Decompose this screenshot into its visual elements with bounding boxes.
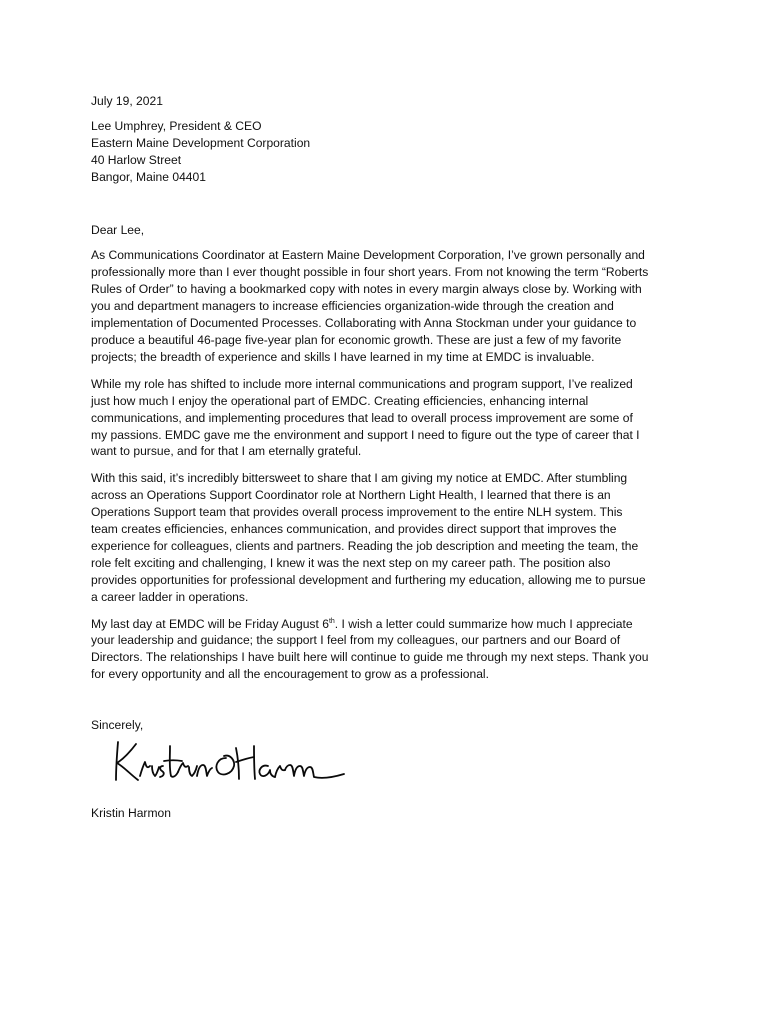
recipient-city-state-zip: Bangor, Maine 04401 <box>91 169 206 184</box>
appreciation-text: . I wish a letter could summarize how much I appreciate <box>334 616 633 631</box>
paragraph-3 <box>91 470 691 605</box>
paragraph-line: provides opportunities for professional development and furthering my education, allowing me to pursue <box>91 572 646 587</box>
recipient-organization: Eastern Maine Development Corporation <box>91 135 311 150</box>
letter-body <box>91 93 691 734</box>
paragraph-line: across an Operations Support Coordinator role at Northern Light Health, I learned that there is an <box>91 488 611 503</box>
recipient-street: 40 Harlow Street <box>91 152 182 167</box>
salutation: Dear Lee, <box>91 222 145 237</box>
closing: Sincerely, <box>91 718 144 733</box>
paragraph-2 <box>91 376 691 461</box>
paragraph-line: professionally more than I ever thought possible in four short years. From not knowing the term “Roberts <box>91 265 649 280</box>
signer-name: Kristin Harmon <box>91 806 171 820</box>
paragraph-line: communications, and implementing procedures that lead to overall process improvement are some of <box>91 410 633 425</box>
paragraph-line: With this said, it’s incredibly bittersweet to share that I am giving my notice at EMDC. After stumbling <box>91 471 628 486</box>
paragraph-line: implementation of Documented Processes. Collaborating with Anna Stockman under your guidance to <box>91 316 637 331</box>
paragraph-line: team creates efficiencies, enhances communication, and provides direct support that improves the <box>91 522 617 537</box>
handwritten-signature <box>108 736 350 786</box>
paragraph-4 <box>91 616 691 684</box>
last-day-text: My last day at EMDC will be Friday August 6 <box>91 616 329 631</box>
paragraph-line: Operations Support team that provides overall process improvement to the entire NLH system. This <box>91 505 623 520</box>
paragraph-line: Rules of Order” to having a bookmarked copy with notes in every margin always close by. Working with <box>91 282 642 297</box>
paragraph-line-first <box>91 616 691 633</box>
paragraph-line: for every opportunity and all the encouragement to grow as a professional. <box>91 667 489 682</box>
paragraph-line: projects; the breadth of experience and skills I have learned in my time at EMDC is invaluable. <box>91 349 595 364</box>
ordinal-suffix: th <box>328 617 335 625</box>
paragraph-line: As Communications Coordinator at Eastern Maine Development Corporation, I’ve grown personally and <box>91 248 645 263</box>
paragraph-line: experience for colleagues, clients and partners. Reading the job description and meeting the team, the <box>91 538 639 553</box>
paragraph-line: you and department managers to increase efficiencies organization-wide through the creation and <box>91 299 614 314</box>
paragraph-line: just how much I enjoy the operational part of EMDC. Creating efficiencies, enhancing internal <box>91 393 589 408</box>
recipient-name-title: Lee Umphrey, President & CEO <box>91 118 262 133</box>
paragraph-line: role felt exciting and challenging, I knew it was the next step on my career path. The position also <box>91 555 611 570</box>
paragraph-line: While my role has shifted to include more internal communications and program support, I’ve realized <box>91 376 633 391</box>
letter-date: July 19, 2021 <box>91 94 163 108</box>
paragraph-line: want to pursue, and for that I am eternally grateful. <box>91 444 362 459</box>
paragraph-line: Directors. The relationships I have built here will continue to guide me through my next steps. Thank you <box>91 650 649 665</box>
paragraph-line: produce a beautiful 46-page five-year plan for economic growth. These are just a few of my favorite <box>91 332 622 347</box>
paragraph-line: my passions. EMDC gave me the environment and support I need to figure out the type of career that I <box>91 427 640 442</box>
paragraph-1 <box>91 247 691 365</box>
paragraph-line: your leadership and guidance; the support I feel from my colleagues, our partners and our Board of <box>91 633 621 648</box>
paragraph-line: a career ladder in operations. <box>91 589 249 604</box>
recipient-address <box>91 118 691 186</box>
